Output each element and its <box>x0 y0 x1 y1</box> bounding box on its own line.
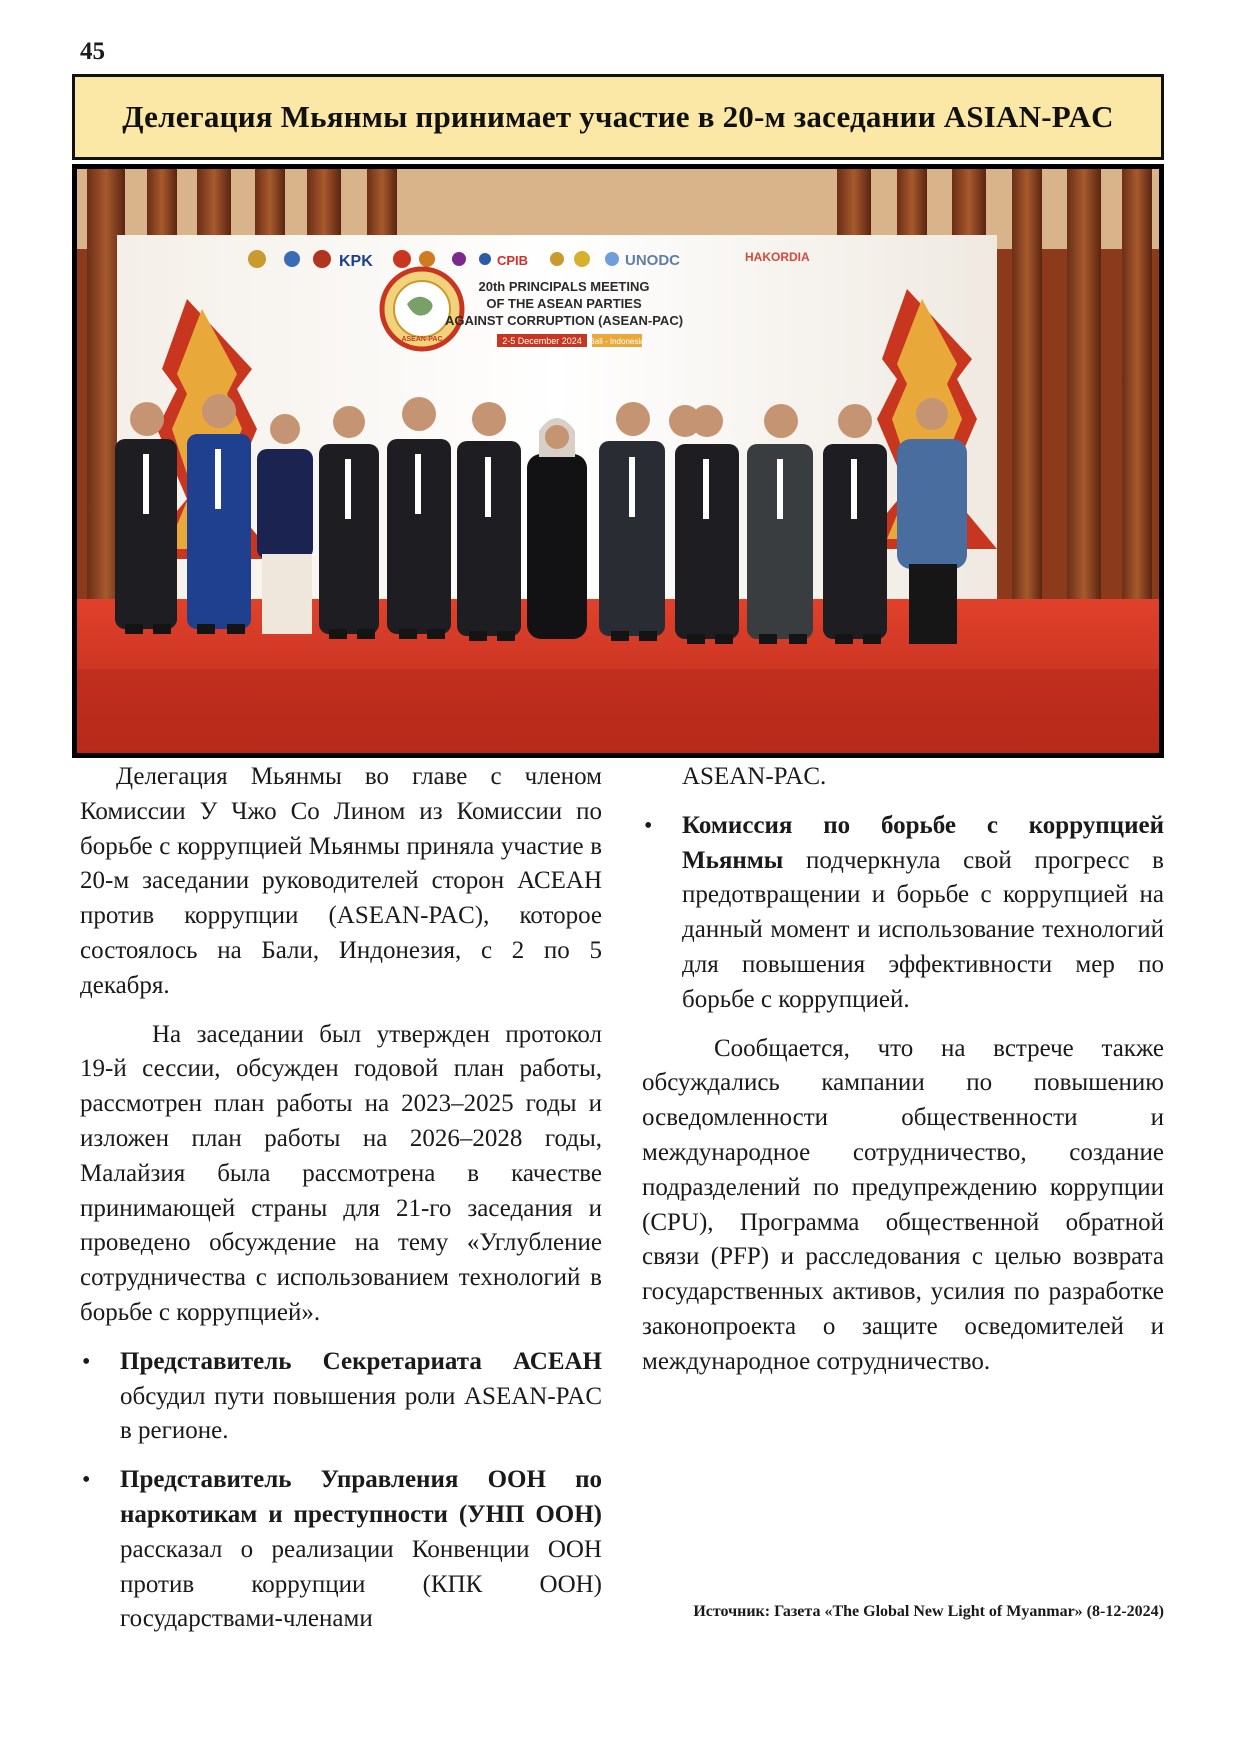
banner-title-line-1: 20th PRINCIPALS MEETING <box>478 279 650 294</box>
article-paragraph-2: На заседании был утвержден протокол 19-й сессии, обсужден годовой план работы, рассмотрен план работы на 2023–2025 годы и изложен план работы на 2026–2028 годы, Малайзия была рассмотрена в качестве принимающей страны для 21-го заседания и проведено обсуждение на тему «Углубление сотрудничества с использованием технологий в борьбе с коррупцией». <box>80 1020 602 1326</box>
banner-title-line-2: OF THE ASEAN PARTIES <box>486 296 642 311</box>
bullet-unodc-bold: Представитель Управления ООН по наркотикам и преступности (УНП ООН) <box>120 1466 602 1528</box>
bullet-asean-secretariat <box>80 1345 602 1449</box>
article-paragraph-1: Делегация Мьянмы во главе с членом Комиссии У Чжо Со Лином из Комиссии по борьбе с коррупцией Мьянмы приняла участие в 20-м заседании руководителей сторон АСЕАН против коррупции (ASEAN-PAC), которое состоялось на Бали, Индонезия, с 2 по 5 декабря. <box>80 763 602 999</box>
bullet-list-right <box>642 809 1164 1018</box>
emblem-label: ASEAN-PAC <box>401 336 443 343</box>
banner-place: Bali - Indonesia <box>589 337 645 346</box>
logo-cpib: CPIB <box>497 253 529 268</box>
bullet-asean-secretariat-bold: Представитель Секретариата АСЕАН <box>120 1347 602 1375</box>
group-photo <box>72 164 1164 758</box>
article-headline: Делегация Мьянмы принимает участие в 20-м заседании ASIAN-PAC <box>122 99 1114 134</box>
source-credit: Источник: Газета «The Global New Light of Myanmar» (8-12-2024) <box>693 1603 1164 1620</box>
page-number: 45 <box>80 38 105 65</box>
group-photo-illustration <box>77 169 1159 753</box>
bullet-myanmar-commission <box>642 809 1164 1018</box>
logo-hakordia: HAKORDIA <box>745 250 810 264</box>
banner-title-line-3: AGAINST CORRUPTION (ASEAN-PAC) <box>444 313 684 328</box>
bullet-unodc-continuation: ASEAN-PAC. <box>682 763 827 790</box>
logo-kpk: KPK <box>339 253 373 270</box>
bullet-asean-secretariat-text: обсудил пути повышения роли ASEAN-PAC в регионе. <box>120 1382 602 1445</box>
bullet-list-left <box>80 1345 602 1637</box>
headline-box <box>72 74 1164 160</box>
bullet-unodc-text: рассказал о реализации Конвенции ООН против коррупции (КПК ООН) государствами-членами <box>120 1535 602 1633</box>
bullet-myanmar-commission-text: подчеркнула свой прогресс в предотвращении и борьбе с коррупцией на данный момент и использование технологий для повышения эффективности мер по борьбе с коррупцией. <box>682 846 1164 1013</box>
article-column-left <box>80 760 602 1651</box>
article-paragraph-3: Сообщается, что на встрече также обсуждались кампании по повышению осведомленности общественности и международное сотрудничество, создание подразделений по предупреждению коррупции (CPU), Программа общественной обратной связи (PFP) и расследования с целью возврата государственных активов, усилия по разработке законопроекта о защите осведомителей и международное сотрудничество. <box>642 1034 1164 1375</box>
bullet-myanmar-commission-bold: Комиссия по борьбе с коррупцией Мьянмы <box>682 811 1164 874</box>
logo-unodc: UNODC <box>625 252 680 269</box>
banner-date: 2-5 December 2024 <box>502 336 582 346</box>
bullet-unodc <box>80 1463 602 1637</box>
article-column-right <box>642 760 1164 1394</box>
